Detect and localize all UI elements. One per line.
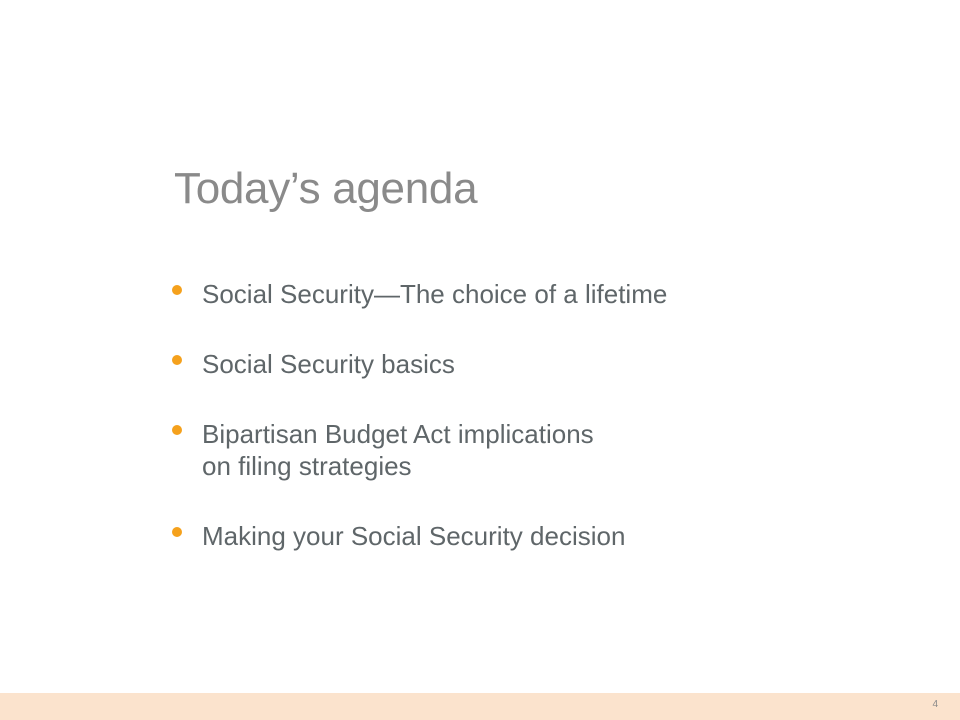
agenda-item-text: Bipartisan Budget Act implications	[202, 419, 594, 449]
agenda-item-3	[170, 418, 667, 482]
bullet-dot-icon	[172, 527, 182, 537]
agenda-item-1	[170, 278, 667, 310]
agenda-item-text-continued: on filing strategies	[202, 451, 412, 481]
agenda-item-4	[170, 520, 667, 552]
agenda-item-text: Making your Social Security decision	[202, 521, 626, 551]
bullet-dot-icon	[172, 285, 182, 295]
slide-title: Today’s agenda	[174, 164, 478, 213]
agenda-item-text: Social Security—The choice of a lifetime	[202, 279, 668, 309]
footer-bar	[0, 693, 960, 720]
page-number: 4	[932, 699, 938, 710]
agenda-item-text: Social Security basics	[202, 349, 455, 379]
bullet-dot-icon	[172, 425, 182, 435]
bullet-dot-icon	[172, 355, 182, 365]
agenda-list	[170, 278, 667, 590]
agenda-item-2	[170, 348, 667, 380]
